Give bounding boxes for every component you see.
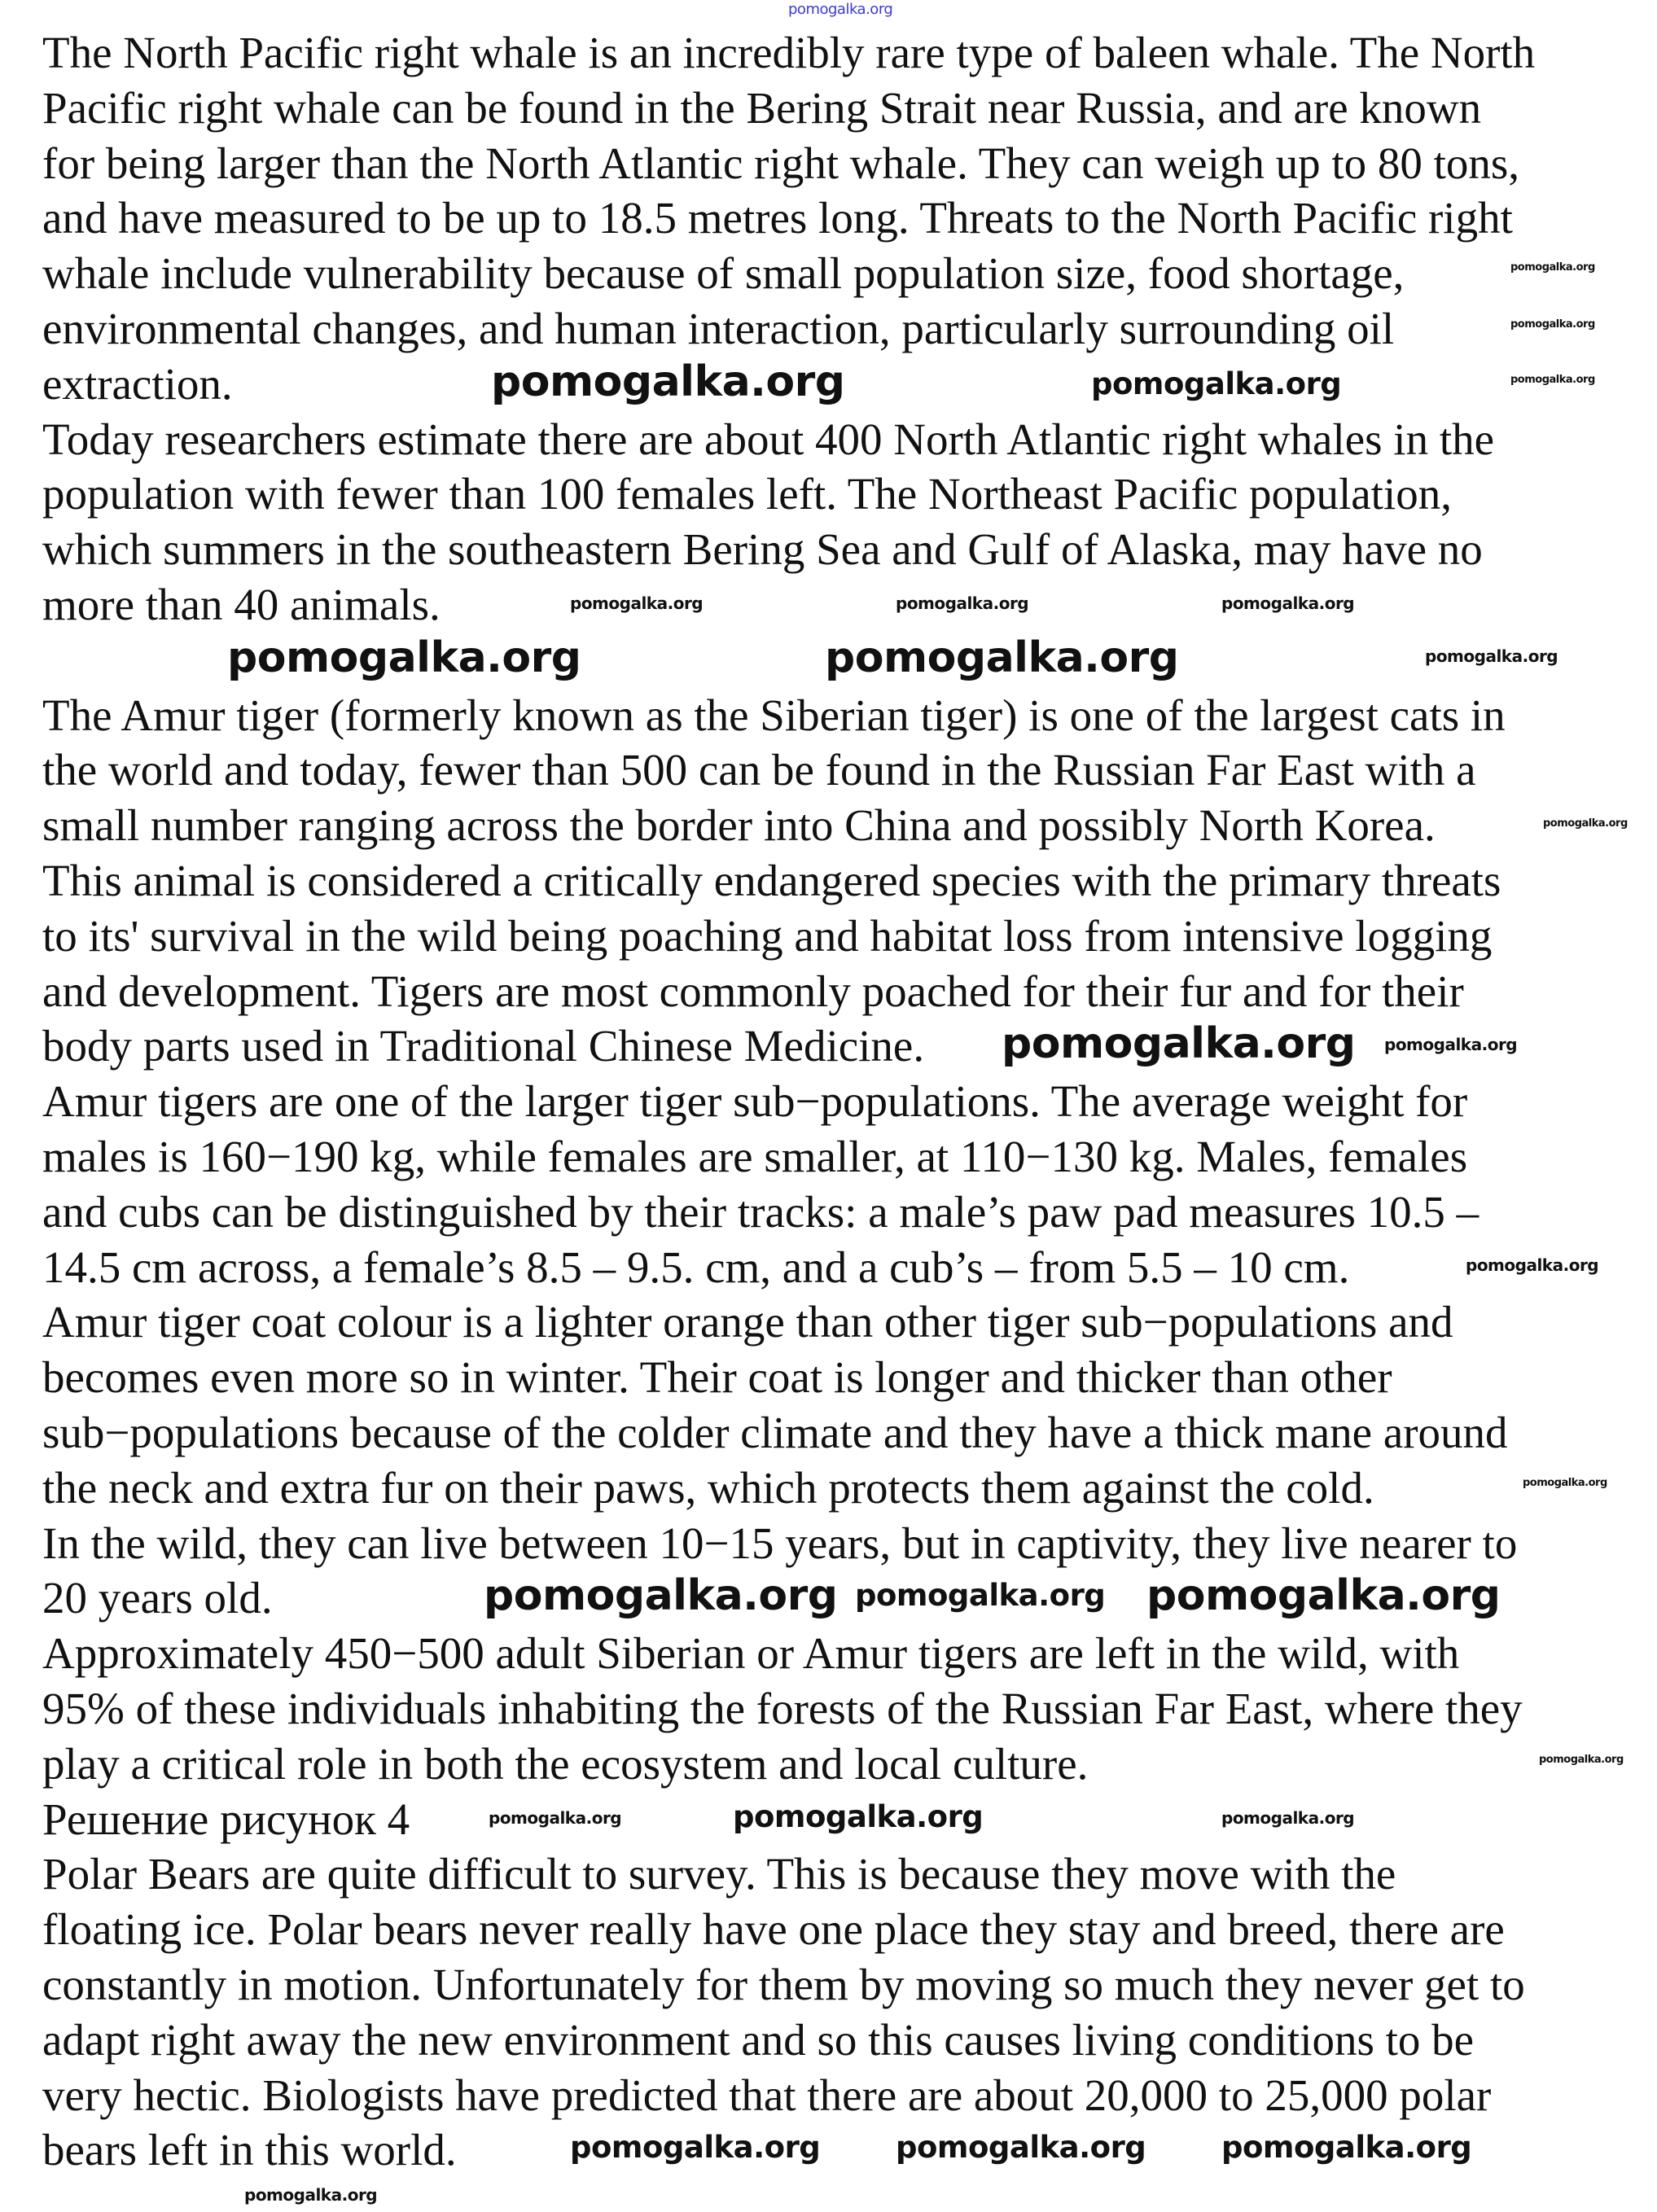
watermark: pomogalka.org bbox=[896, 594, 1029, 613]
text-line: whale include vulnerability because of small population size, food shortage, bbox=[42, 248, 1405, 299]
watermark: pomogalka.org bbox=[570, 2130, 821, 2165]
text-line: more than 40 animals. bbox=[42, 580, 441, 629]
text-line: This animal is considered a critically endangered species with the primary threats bbox=[42, 856, 1501, 905]
watermark: pomogalka.org bbox=[1539, 1754, 1624, 1766]
text-line: and have measured to be up to 18.5 metres long. Threats to the North Pacific right bbox=[42, 193, 1513, 243]
watermark: pomogalka.org bbox=[1221, 2130, 1472, 2165]
text-line: 95% of these individuals inhabiting the forests of the Russian Far East, where they bbox=[42, 1684, 1523, 1733]
text-line: In the wild, they can live between 10−15 years, but in captivity, they live nearer to bbox=[42, 1518, 1518, 1568]
watermark: pomogalka.org bbox=[825, 633, 1179, 682]
watermark: pomogalka.org bbox=[227, 633, 581, 682]
text-line: for being larger than the North Atlantic right whale. They can weigh up to 80 tons, bbox=[42, 138, 1520, 188]
text-line: body parts used in Traditional Chinese Medicine. bbox=[42, 1021, 925, 1071]
text-line: extraction. bbox=[42, 358, 233, 409]
watermark: pomogalka.org bbox=[489, 1808, 622, 1828]
text-line: very hectic. Biologists have predicted that there are about 20,000 to 25,000 polar bbox=[42, 2070, 1492, 2120]
watermark: pomogalka.org bbox=[733, 1799, 984, 1834]
text-line: the world and today, fewer than 500 can be found in the Russian Far East with a bbox=[42, 745, 1476, 795]
text-line: 14.5 cm across, a female’s 8.5 – 9.5. cm, and a cub’s – from 5.5 – 10 cm. bbox=[42, 1242, 1350, 1292]
text-line: males is 160−190 kg, while females are smaller, at 110−130 kg. Males, females bbox=[42, 1132, 1468, 1181]
text-line: play a critical role in both the ecosystem and local culture. bbox=[42, 1738, 1089, 1789]
text-line: small number ranging across the border into China and possibly North Korea. bbox=[42, 800, 1436, 851]
watermark: pomogalka.org bbox=[896, 2130, 1146, 2165]
watermark: pomogalka.org bbox=[855, 1578, 1106, 1613]
watermark: pomogalka.org bbox=[1146, 1571, 1501, 1620]
text-line: Amur tigers are one of the larger tiger sub−populations. The average weight for bbox=[42, 1076, 1468, 1127]
text-line: The Amur tiger (formerly known as the Siberian tiger) is one of the largest cats in bbox=[42, 690, 1506, 740]
watermark-top: pomogalka.org bbox=[788, 1, 893, 18]
watermark: pomogalka.org bbox=[1523, 1477, 1607, 1489]
text-line: and cubs can be distinguished by their tracks: a male’s paw pad measures 10.5 – bbox=[42, 1186, 1479, 1237]
text-line: which summers in the southeastern Bering Sea and Gulf of Alaska, may have no bbox=[42, 524, 1483, 575]
watermark: pomogalka.org bbox=[1221, 594, 1355, 613]
watermark: pomogalka.org bbox=[484, 1571, 838, 1620]
text-line: 20 years old. bbox=[42, 1573, 273, 1623]
text-line: environmental changes, and human interaction, particularly surrounding oil bbox=[42, 304, 1395, 353]
text-line: constantly in motion. Unfortunately for them by moving so much they never get to bbox=[42, 1960, 1525, 2009]
text-line: bears left in this world. bbox=[42, 2125, 457, 2175]
text-line: becomes even more so in winter. Their coat is longer and thicker than other bbox=[42, 1352, 1392, 1403]
text-line: Today researchers estimate there are about 400 North Atlantic right whales in the bbox=[42, 414, 1495, 464]
watermark: pomogalka.org bbox=[1510, 261, 1595, 274]
watermark: pomogalka.org bbox=[1510, 374, 1595, 386]
watermark: pomogalka.org bbox=[1221, 1808, 1355, 1828]
watermark: pomogalka.org bbox=[1543, 817, 1628, 830]
text-line: Polar Bears are quite difficult to survey. This is because they move with the bbox=[42, 1849, 1396, 1899]
text-line: population with fewer than 100 females left. The Northeast Pacific population, bbox=[42, 469, 1452, 519]
watermark: pomogalka.org bbox=[570, 594, 704, 613]
text-line: Approximately 450−500 adult Siberian or Amur tigers are left in the wild, with bbox=[42, 1628, 1460, 1679]
watermark: pomogalka.org bbox=[244, 2185, 378, 2205]
text-line: sub−populations because of the colder climate and they have a thick mane around bbox=[42, 1408, 1508, 1457]
text-line: Решение рисунок 4 bbox=[42, 1794, 410, 1844]
text-line: The North Pacific right whale is an incredibly rare type of baleen whale. The North bbox=[42, 28, 1536, 77]
text-line: the neck and extra fur on their paws, which protects them against the cold. bbox=[42, 1462, 1374, 1513]
watermark: pomogalka.org bbox=[1091, 366, 1342, 401]
text-line: floating ice. Polar bears never really have one place they stay and breed, there are bbox=[42, 1904, 1505, 1955]
watermark: pomogalka.org bbox=[1466, 1255, 1599, 1275]
text-line: adapt right away the new environment and so this causes living conditions to be bbox=[42, 2014, 1475, 2065]
watermark: pomogalka.org bbox=[1510, 318, 1595, 331]
text-line: Amur tiger coat colour is a lighter orange than other tiger sub−populations and bbox=[42, 1297, 1453, 1347]
text-line: Pacific right whale can be found in the Bering Strait near Russia, and are known bbox=[42, 82, 1482, 133]
text-line: and development. Tigers are most commonly poached for their fur and for their bbox=[42, 966, 1464, 1016]
text-line: to its' survival in the wild being poaching and habitat loss from intensive logging bbox=[42, 910, 1493, 961]
watermark: pomogalka.org bbox=[1425, 646, 1558, 666]
watermark: pomogalka.org bbox=[491, 357, 845, 406]
watermark: pomogalka.org bbox=[1002, 1019, 1356, 1068]
watermark: pomogalka.org bbox=[1384, 1035, 1518, 1054]
